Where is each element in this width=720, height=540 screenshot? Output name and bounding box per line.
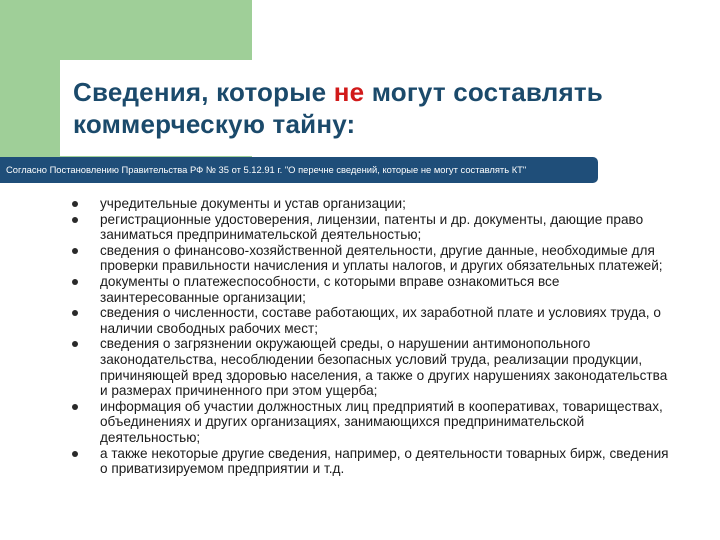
title-part1: Сведения, которые bbox=[73, 77, 334, 107]
left-margin bbox=[0, 160, 60, 540]
list-item bbox=[72, 243, 672, 274]
bullet-icon bbox=[72, 451, 78, 457]
list-item-text: а также некоторые другие сведения, например, о деятельности товарных бирж, сведения о приватизируемом предприятии и т.д. bbox=[100, 445, 669, 477]
list-item bbox=[72, 446, 672, 477]
bullet-icon bbox=[72, 201, 78, 207]
list-item bbox=[72, 305, 672, 336]
bullet-icon bbox=[72, 404, 78, 410]
list-item bbox=[72, 336, 672, 398]
list-item bbox=[72, 212, 672, 243]
bullet-icon bbox=[72, 248, 78, 254]
list-item-text: документы о платежеспособности, с которыми вправе ознакомиться все заинтересованные организации; bbox=[100, 273, 560, 305]
bullet-icon bbox=[72, 310, 78, 316]
bullet-icon bbox=[72, 279, 78, 285]
title-negation: не bbox=[333, 77, 365, 107]
list-item bbox=[72, 274, 672, 305]
title-part2: могут составлять коммерческую тайну: bbox=[73, 77, 603, 139]
list-item-text: учредительные документы и устав организации; bbox=[100, 196, 406, 211]
info-list bbox=[72, 196, 672, 477]
bullet-icon bbox=[72, 341, 78, 347]
list-item-text: регистрационные удостоверения, лицензии, патенты и др. документы, дающие право заниматься предпринимательской деятельностью; bbox=[100, 211, 644, 243]
list-item bbox=[72, 196, 672, 212]
slide-title bbox=[73, 76, 673, 140]
list-item bbox=[72, 399, 672, 446]
list-item-text: сведения о финансово-хозяйственной деятельности, другие данные, необходимые для проверки правильности начисления и уплаты налогов, и других обязательных платежей; bbox=[100, 242, 663, 274]
subtitle-text: Согласно Постановлению Правительства РФ № 35 от 5.12.91 г. "О перечне сведений, которые не могут составлять КТ" bbox=[6, 164, 527, 175]
bullet-icon bbox=[72, 217, 78, 223]
subtitle-band bbox=[0, 157, 598, 183]
list-item-text: информация об участии должностных лиц предприятий в кооперативах, товариществах, объединениях и других организациях, занимающихся предпринимательской деятельностью; bbox=[100, 398, 663, 445]
list-item-text: сведения о численности, составе работающих, их заработной плате и условиях труда, о наличии свободных рабочих мест; bbox=[100, 305, 661, 336]
list-item-text: сведения о загрязнении окружающей среды, о нарушении антимонопольного законодательства, несоблюдении безопасных условий труда, реализации продукции, причиняющей вред здоровью населения, а также о других нарушениях законодательства и размерах причиненного при этом ущерба; bbox=[100, 336, 668, 399]
